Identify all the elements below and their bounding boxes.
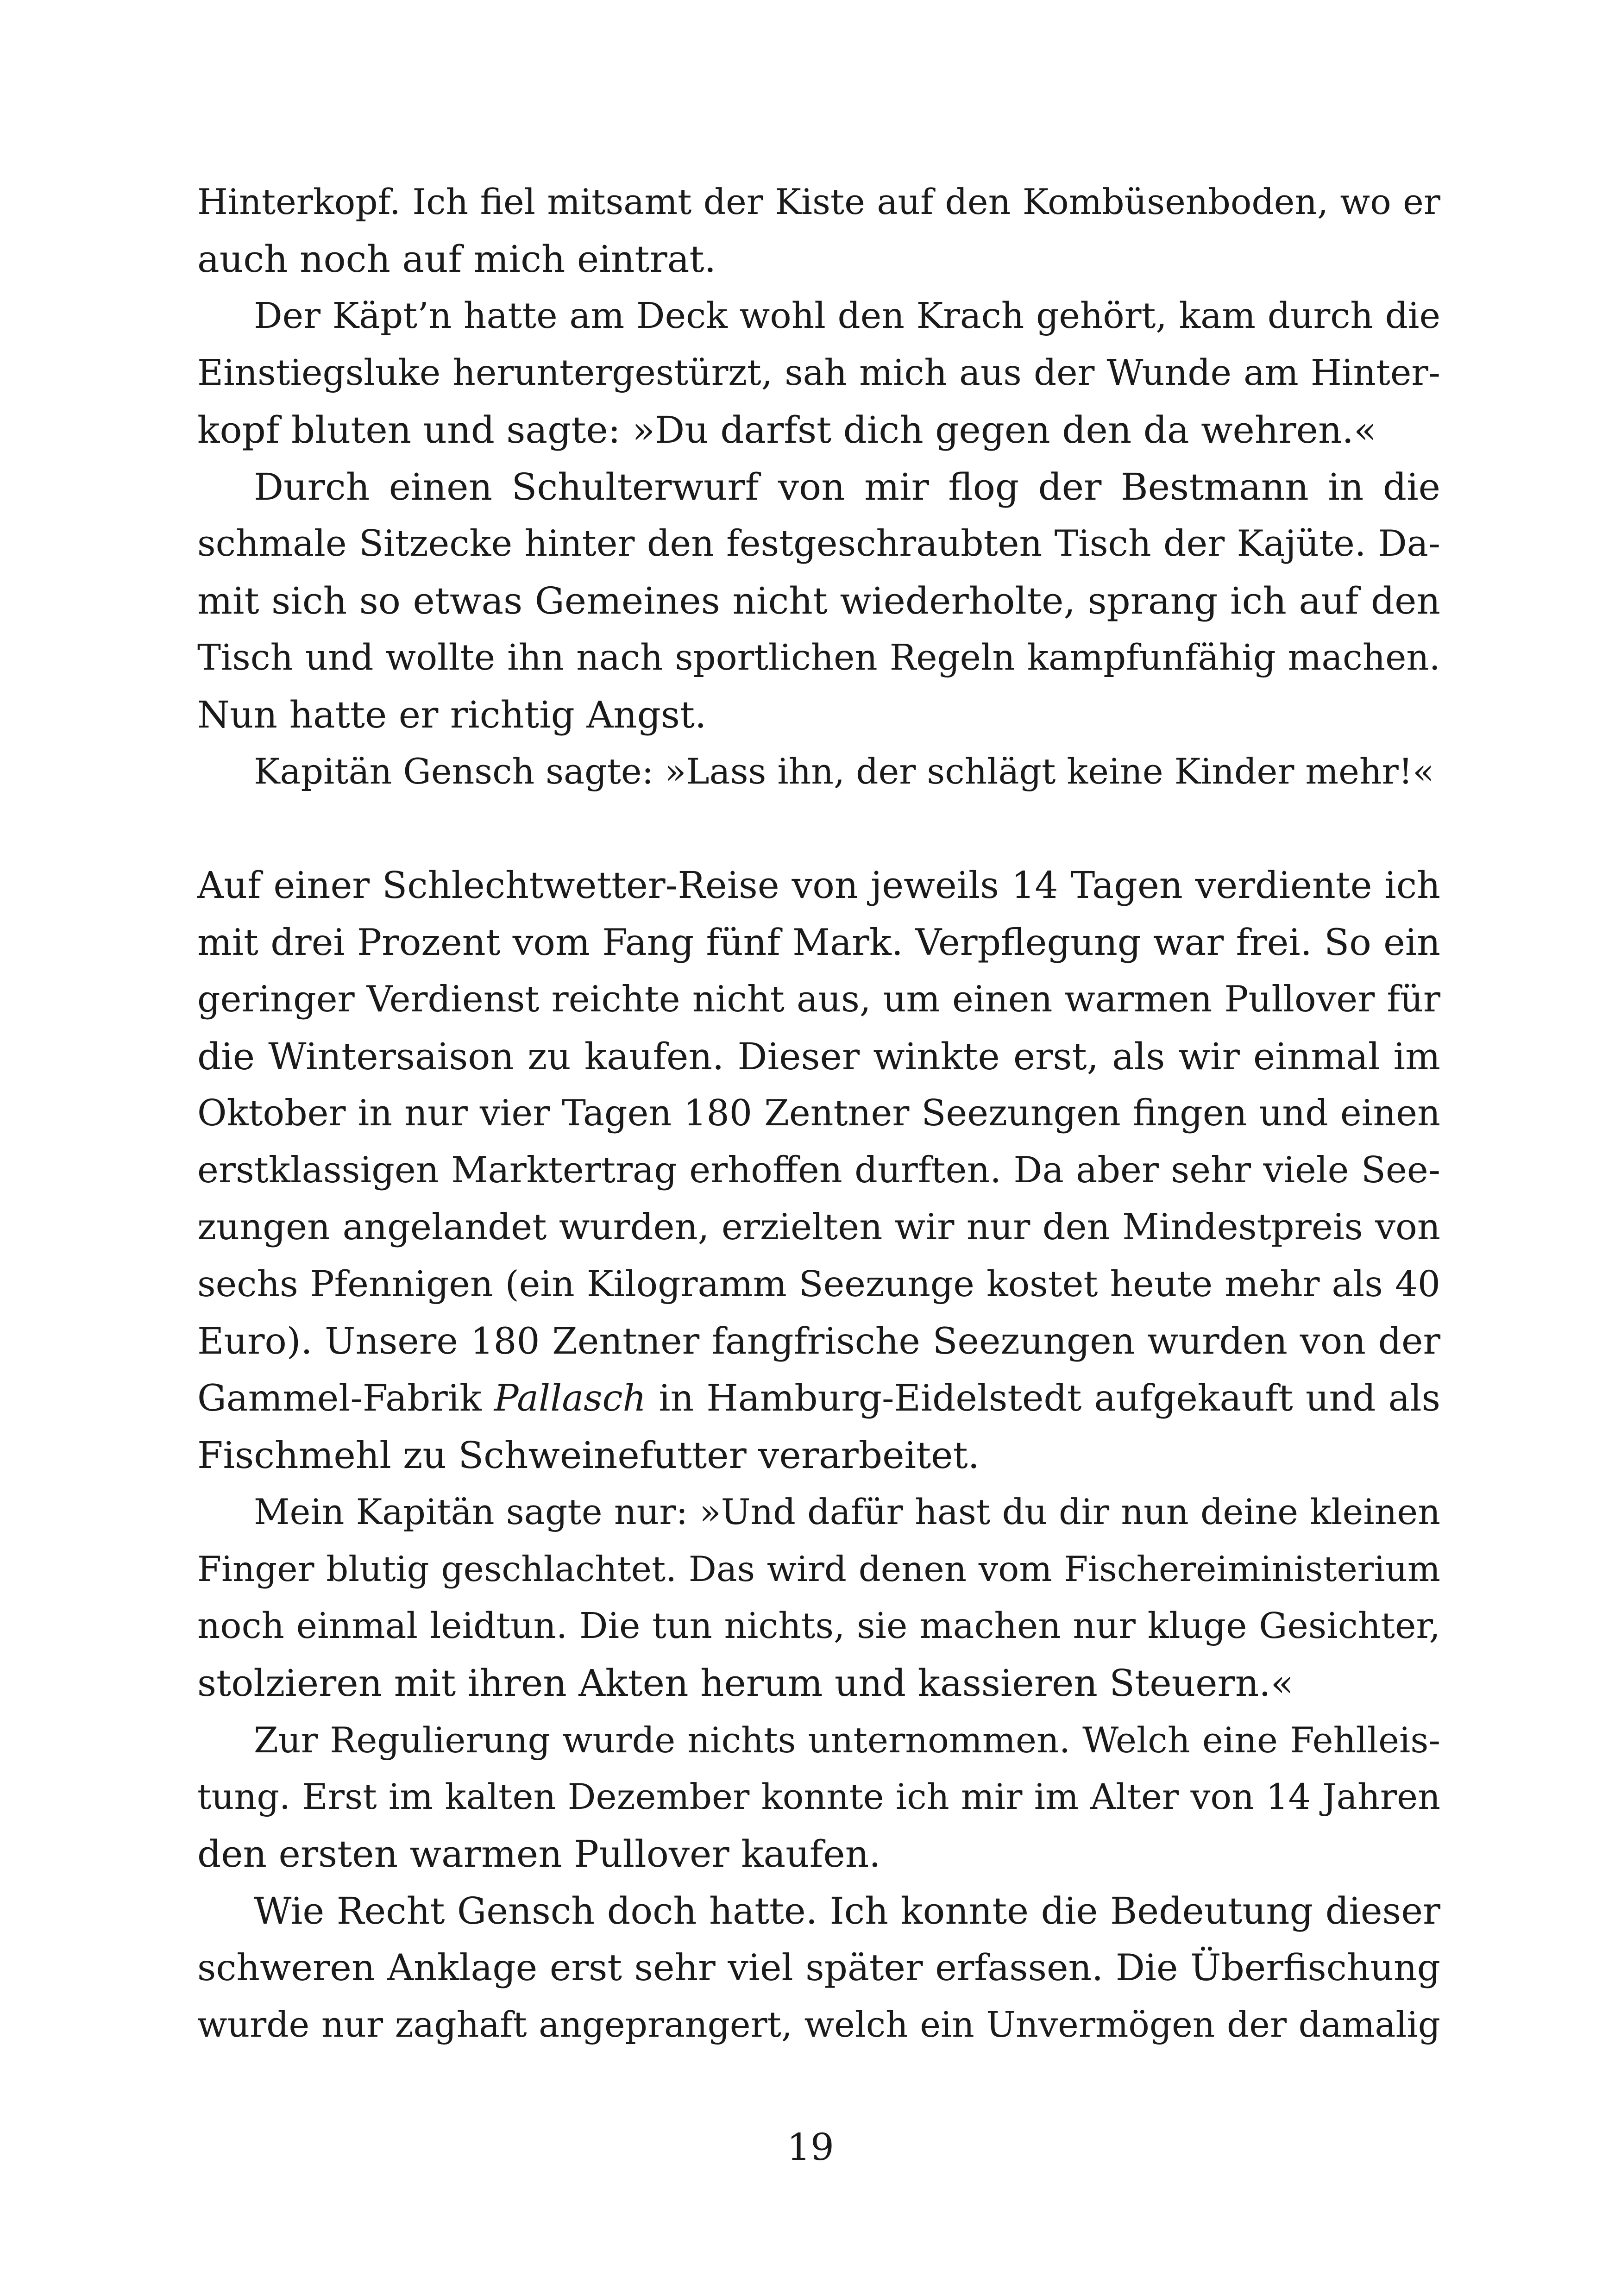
text-line: den ersten warmen Pullover kaufen. (197, 1832, 881, 1876)
text-line: geringer Verdienst reichte nicht aus, um einen warmen Pullover für (197, 979, 1440, 1020)
text-line: Hinterkopf. Ich fiel mitsamt der Kiste auf den Kombüsenboden, wo er (197, 182, 1440, 222)
text-line: Der Käpt’n hatte am Deck wohl den Krach gehört, kam durch die (254, 295, 1440, 337)
text-line: auch noch auf mich eintrat. (197, 238, 716, 281)
body-text (197, 174, 1440, 2053)
text-line: Euro). Unsere 180 Zentner fangfrische Seezungen wurden von der (197, 1320, 1440, 1362)
paragraph (197, 857, 1440, 1484)
text-line: Gammel-Fabrik Pallasch in Hamburg-Eidelstedt aufgekauft und als (197, 1377, 1440, 1419)
text-line: schweren Anklage erst sehr viel später erfassen. Die Überfischung (197, 1946, 1440, 1989)
italic-term: Pallasch (494, 1377, 647, 1419)
text-line: erstklassigen Marktertrag erhoffen durften. Da aber sehr viele See- (197, 1149, 1440, 1191)
paragraph (197, 174, 1440, 288)
paragraph (197, 1484, 1440, 1712)
text-line: Tisch und wollte ihn nach sportlichen Regeln kampfunfähig machen. (197, 637, 1440, 678)
text-line: Finger blutig geschlachtet. Das wird denen vom Fischereiministerium (197, 1549, 1440, 1589)
text-line: zungen angelandet wurden, erzielten wir nur den Mindestpreis von (197, 1206, 1440, 1248)
text-line: Fischmehl zu Schweinefutter verarbeitet. (197, 1434, 980, 1477)
page-number: 19 (787, 2126, 834, 2169)
text-line: Kapitän Gensch sagte: »Lass ihn, der schlägt keine Kinder mehr!« (254, 751, 1434, 792)
text-line: Wie Recht Gensch doch hatte. Ich konnte die Bedeutung dieser (254, 1889, 1440, 1932)
paragraph (197, 458, 1440, 743)
text-line: tung. Erst im kalten Dezember konnte ich mir im Alter von 14 Jahren (197, 1776, 1440, 1817)
paragraph (197, 1712, 1440, 1882)
text-line: wurde nur zaghaft angeprangert, welch ein Unvermögen der damalig (197, 2004, 1440, 2045)
text-line: mit drei Prozent vom Fang fünf Mark. Verpflegung war frei. So ein (197, 921, 1440, 964)
text-line: die Wintersaison zu kaufen. Dieser winkte erst, als wir einmal im (197, 1035, 1440, 1078)
paragraph (197, 743, 1440, 800)
text-line: schmale Sitzecke hinter den festgeschraubten Tisch der Kajüte. Da- (197, 523, 1440, 565)
text-line: Mein Kapitän sagte nur: »Und dafür hast du dir nun deine kleinen (254, 1492, 1440, 1532)
text-line: kopf bluten und sagte: »Du darfst dich gegen den da wehren.« (197, 408, 1376, 452)
paragraph (197, 1882, 1440, 2053)
text-line: Auf einer Schlechtwetter-Reise von jeweils 14 Tagen verdiente ich (197, 864, 1440, 907)
text-line: Nun hatte er richtig Angst. (197, 693, 707, 736)
text-line: Oktober in nur vier Tagen 180 Zentner Seezungen fingen und einen (197, 1092, 1440, 1134)
text-line: Zur Regulierung wurde nichts unternommen. Welch eine Fehlleis- (254, 1719, 1440, 1761)
text-line: Einstiegsluke heruntergestürzt, sah mich aus der Wunde am Hinter- (197, 352, 1440, 394)
section-gap (197, 800, 1440, 857)
paragraph (197, 288, 1440, 458)
text-line: Durch einen Schulterwurf von mir flog der Bestmann in die (254, 465, 1440, 508)
text-line: mit sich so etwas Gemeines nicht wiederholte, sprang ich auf den (197, 579, 1440, 622)
text-line: noch einmal leidtun. Die tun nichts, sie machen nur kluge Gesichter, (197, 1606, 1440, 1647)
text-line: sechs Pfennigen (ein Kilogramm Seezunge kostet heute mehr als 40 (197, 1263, 1440, 1305)
text-line: stolzieren mit ihren Akten herum und kassieren Steuern.« (197, 1662, 1294, 1705)
